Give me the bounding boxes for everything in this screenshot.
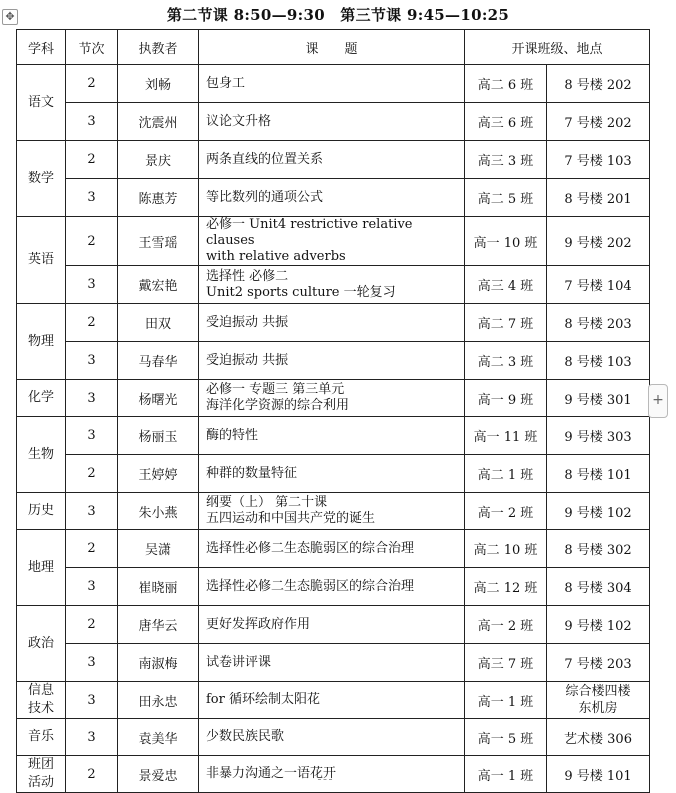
topic-cell: 选择性必修二生态脆弱区的综合治理	[199, 568, 465, 606]
location-cell: 9 号楼 303	[547, 417, 650, 455]
subject-cell: 音乐	[17, 719, 66, 756]
topic-cell: 酶的特性	[199, 417, 465, 455]
teacher-cell: 南淑梅	[118, 644, 199, 682]
topic-cell: 受迫振动 共振	[199, 342, 465, 380]
location-cell	[547, 682, 650, 719]
teacher-cell: 景爱忠	[118, 756, 199, 793]
location-cell: 8 号楼 304	[547, 568, 650, 606]
move-arrows-icon[interactable]: ✥	[2, 9, 18, 25]
location-cell: 8 号楼 201	[547, 179, 650, 217]
subject-cell: 化学	[17, 380, 66, 417]
class-cell: 高二 5 班	[465, 179, 547, 217]
topic-line: 选择性 必修二	[206, 268, 289, 284]
teacher-cell: 袁美华	[118, 719, 199, 756]
table-row	[17, 266, 650, 304]
plus-icon[interactable]: +	[648, 384, 668, 418]
teacher-cell: 田永忠	[118, 682, 199, 719]
location-cell: 艺术楼 306	[547, 719, 650, 756]
topic-cell: 选择性必修二生态脆弱区的综合治理	[199, 530, 465, 568]
header-row	[17, 30, 650, 65]
topic-cell: 两条直线的位置关系	[199, 141, 465, 179]
page-divider	[318, 779, 332, 780]
table-row	[17, 644, 650, 682]
header-subject: 学科	[17, 30, 66, 65]
teacher-cell: 马春华	[118, 342, 199, 380]
subject-cell: 生物	[17, 417, 66, 493]
class-cell: 高一 1 班	[465, 756, 547, 793]
table-row	[17, 719, 650, 756]
table-row	[17, 530, 650, 568]
class-cell: 高二 6 班	[465, 65, 547, 103]
class-cell: 高一 1 班	[465, 682, 547, 719]
location-cell: 7 号楼 104	[547, 266, 650, 304]
table-row	[17, 103, 650, 141]
class-cell: 高三 7 班	[465, 644, 547, 682]
table-row	[17, 380, 650, 417]
period-cell: 2	[66, 756, 118, 793]
subject-cell: 语文	[17, 65, 66, 141]
topic-line: 必修一 专题三 第三单元	[206, 382, 345, 397]
period-cell: 3	[66, 380, 118, 417]
topic-cell: 试卷讲评课	[199, 644, 465, 682]
topic-cell: 种群的数量特征	[199, 455, 465, 493]
class-cell: 高一 2 班	[465, 493, 547, 530]
period-cell: 3	[66, 103, 118, 141]
header-teacher: 执教者	[118, 30, 199, 65]
location-cell: 8 号楼 302	[547, 530, 650, 568]
topic-line: 五四运动和中国共产党的诞生	[206, 511, 376, 526]
period-cell: 2	[66, 606, 118, 644]
table-row	[17, 141, 650, 179]
teacher-cell: 王婷婷	[118, 455, 199, 493]
topic-line: 必修一 Unit4 restrictive relative clauses	[206, 217, 413, 248]
subject-cell	[17, 682, 66, 719]
table-row	[17, 455, 650, 493]
teacher-cell: 田双	[118, 304, 199, 342]
location-cell: 8 号楼 202	[547, 65, 650, 103]
topic-cell	[199, 380, 465, 417]
table-row	[17, 179, 650, 217]
class-cell: 高二 12 班	[465, 568, 547, 606]
location-cell: 9 号楼 101	[547, 756, 650, 793]
location-cell: 7 号楼 103	[547, 141, 650, 179]
teacher-cell: 朱小燕	[118, 493, 199, 530]
class-cell: 高三 6 班	[465, 103, 547, 141]
table-row	[17, 493, 650, 530]
teacher-cell: 王雪瑶	[118, 217, 199, 266]
period-cell: 3	[66, 644, 118, 682]
class-cell: 高一 2 班	[465, 606, 547, 644]
topic-cell: 非暴力沟通之一语花开	[199, 756, 465, 793]
period-cell: 2	[66, 141, 118, 179]
teacher-cell: 沈震州	[118, 103, 199, 141]
location-line: 东机房	[578, 701, 618, 716]
period-cell: 3	[66, 179, 118, 217]
period-cell: 3	[66, 266, 118, 304]
location-cell: 8 号楼 101	[547, 455, 650, 493]
subject-cell: 地理	[17, 530, 66, 606]
location-cell: 7 号楼 202	[547, 103, 650, 141]
location-cell: 9 号楼 202	[547, 217, 650, 266]
period-cell: 3	[66, 719, 118, 756]
period-cell: 2	[66, 65, 118, 103]
topic-line: 纲要（上） 第二十课	[206, 495, 328, 510]
period-cell: 3	[66, 417, 118, 455]
topic-cell: 包身工	[199, 65, 465, 103]
period-cell: 3	[66, 342, 118, 380]
subject-cell: 数学	[17, 141, 66, 217]
topic-cell: 更好发挥政府作用	[199, 606, 465, 644]
table-row	[17, 217, 650, 266]
teacher-cell: 杨丽玉	[118, 417, 199, 455]
teacher-cell: 景庆	[118, 141, 199, 179]
period-cell: 3	[66, 493, 118, 530]
class-cell: 高一 5 班	[465, 719, 547, 756]
period-cell: 3	[66, 568, 118, 606]
class-cell: 高一 11 班	[465, 417, 547, 455]
class-cell: 高二 3 班	[465, 342, 547, 380]
class-cell: 高三 4 班	[465, 266, 547, 304]
subject-cell	[17, 756, 66, 793]
class-cell: 高三 3 班	[465, 141, 547, 179]
topic-cell: 等比数列的通项公式	[199, 179, 465, 217]
page-title: 第二节课 8:50—9:30 第三节课 9:45—10:25	[166, 6, 510, 24]
subject-cell: 历史	[17, 493, 66, 530]
topic-cell: for 循环绘制太阳花	[199, 682, 465, 719]
location-cell: 9 号楼 102	[547, 493, 650, 530]
subject-line: 班团	[27, 757, 54, 772]
location-cell: 7 号楼 203	[547, 644, 650, 682]
teacher-cell: 崔晓丽	[118, 568, 199, 606]
class-cell: 高二 10 班	[465, 530, 547, 568]
table-row	[17, 342, 650, 380]
subject-cell: 政治	[17, 606, 66, 682]
topic-cell	[199, 266, 465, 304]
location-cell: 8 号楼 203	[547, 304, 650, 342]
topic-line: with relative adverbs	[206, 249, 346, 264]
table-row	[17, 756, 650, 793]
topic-cell: 议论文升格	[199, 103, 465, 141]
header-period: 节次	[66, 30, 118, 65]
header-class-location: 开课班级、地点	[465, 30, 650, 65]
class-cell: 高一 10 班	[465, 217, 547, 266]
location-cell: 9 号楼 301	[547, 380, 650, 417]
subject-cell: 英语	[17, 217, 66, 304]
period-cell: 3	[66, 682, 118, 719]
schedule-table	[16, 29, 650, 793]
period-cell: 2	[66, 217, 118, 266]
period-cell: 2	[66, 455, 118, 493]
teacher-cell: 吴潇	[118, 530, 199, 568]
topic-line: 海洋化学资源的综合利用	[206, 398, 350, 413]
topic-cell	[199, 493, 465, 530]
subject-line: 技术	[27, 701, 54, 716]
location-cell: 9 号楼 102	[547, 606, 650, 644]
teacher-cell: 戴宏艳	[118, 266, 199, 304]
topic-cell: 受迫振动 共振	[199, 304, 465, 342]
table-row	[17, 417, 650, 455]
period-cell: 2	[66, 530, 118, 568]
class-cell: 高二 1 班	[465, 455, 547, 493]
teacher-cell: 杨曙光	[118, 380, 199, 417]
teacher-cell: 唐华云	[118, 606, 199, 644]
subject-line: 信息	[27, 683, 54, 698]
location-line: 综合楼四楼	[565, 684, 631, 699]
teacher-cell: 陈惠芳	[118, 179, 199, 217]
period-cell: 2	[66, 304, 118, 342]
table-row	[17, 304, 650, 342]
table-row	[17, 606, 650, 644]
topic-line: Unit2 sports culture 一轮复习	[206, 284, 396, 300]
subject-cell: 物理	[17, 304, 66, 380]
location-cell: 8 号楼 103	[547, 342, 650, 380]
header-topic: 课 题	[199, 30, 465, 65]
class-cell: 高一 9 班	[465, 380, 547, 417]
subject-line: 活动	[27, 775, 54, 790]
table-row	[17, 568, 650, 606]
topic-cell	[199, 217, 465, 266]
class-cell: 高二 7 班	[465, 304, 547, 342]
teacher-cell: 刘畅	[118, 65, 199, 103]
table-row	[17, 682, 650, 719]
topic-cell: 少数民族民歌	[199, 719, 465, 756]
table-row	[17, 65, 650, 103]
